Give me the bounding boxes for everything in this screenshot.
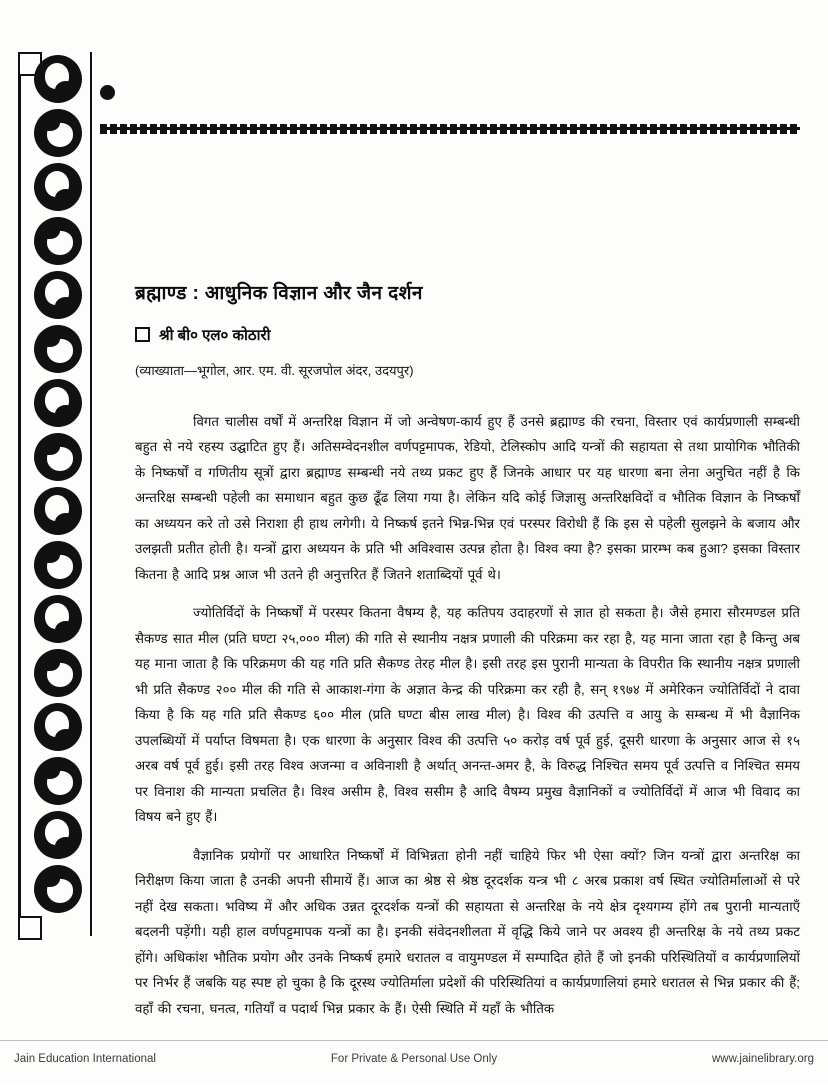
body-paragraph: वैज्ञानिक प्रयोगों पर आधारित निष्कर्षों में विभिन्नता होनी नहीं चाहिये फिर भी ऐसा क्यों? जिन यन्त्रों द्वारा अन्तरिक्ष का निरीक्षण किया जाता है उनकी अपनी सीमायें हैं। आज का श्रेष्ठ से श्रेष्ठ दूरदर्शक यन्त्र भी ८ अरब प्रकाश वर्ष स्थित ज्योतिर्मालाओं से परे नहीं देख सकता। भविष्य में और अधिक उन्नत दूरदर्शक यन्त्रों की सहायता से अन्तरिक्ष के नये क्षेत्र दृश्यगम्य होंगे तब पुरानी मान्यताएँ बदलनी पड़ेंगी। यही हाल वर्णपट्टमापक यन्त्रों का है। इनकी संवेदनशीलता में वृद्धि किये जाने पर अवश्य ही अन्तरिक्ष के नये तथ्य प्रकट होंगे। अधिकांश भौतिक प्रयोग और उनके निष्कर्ष हमारे धरातल व वायुमण्डल में सम्पादित होते हैं जो इनकी परिस्थितियों व कार्यप्रणालियों पर निर्भर हैं जबकि यह स्पष्ट हो चुका है कि दूरस्थ ज्योतिर्माला प्रदेशों की परिस्थितियां व कार्यप्रणालियां हमारे धरातल से भिन्न प्रकार की हैं; वहाँ की रचना, घनत्व, गतियाँ व पदार्थ भिन्न प्रकार के हैं। ऐसी स्थिति में यहाँ के भौतिक xyxy=(135,847,800,1016)
footer-website: www.jainelibrary.org xyxy=(711,1053,814,1065)
ornament-motif xyxy=(31,862,85,916)
ornament-motif xyxy=(31,322,85,376)
footer-organization: Jain Education International xyxy=(14,1053,156,1065)
author-line xyxy=(135,325,800,345)
ornament-motif xyxy=(31,538,85,592)
left-margin-rule xyxy=(18,52,21,936)
ornament-motif xyxy=(31,160,85,214)
ornament-motif xyxy=(31,754,85,808)
ornament-motif xyxy=(31,484,85,538)
ornament-motif xyxy=(31,214,85,268)
bead-dot xyxy=(100,85,115,100)
article-body xyxy=(135,282,800,1034)
body-paragraph: विगत चालीस वर्षों में अन्तरिक्ष विज्ञान में जो अन्वेषण-कार्य हुए हैं उनसे ब्रह्माण्ड की रचना, विस्तार एवं कार्यप्रणाली सम्बन्धी बहुत से नये रहस्य उद्घाटित हुए हैं। अतिसम्वेदनशील वर्णपट्टमापक, रेडियो, टेलिस्कोप आदि यन्त्रों की सहायता से तथा प्रायोगिक भौतिकी के निष्कर्षों व गणितीय सूत्रों द्वारा ब्रह्माण्ड सम्बन्धी नये तथ्य प्रकट हुए हैं जिनके आधार पर यह धारणा बना लेना अनुचित नहीं है कि अन्तरिक्ष सम्बन्धी पहेली का समाधान बहुत कुछ ढूँढ लिया गया है। लेकिन यदि कोई जिज्ञासु अन्तरिक्षविदों व भौतिक विज्ञान के निष्कर्षों का अध्ययन करे तो उसे निराशा ही हाथ लगेगी। ये निष्कर्ष इतने भिन्न-भिन्न एवं परस्पर विरोधी हैं कि इस से पहेली सुलझने के बजाय और उलझती प्रतीत होती है। यन्त्रों द्वारा अध्ययन के प्रति भी अविश्वास उत्पन्न होता है। विश्व क्या है? इसका प्रारम्भ कब हुआ? इसका विस्तार कितना है आदि प्रश्न आज भी उतने ही अनुत्तरित हैं जितने शताब्दियों पूर्व थे। xyxy=(135,413,800,582)
ornament-motif xyxy=(31,700,85,754)
ornament-motif xyxy=(31,808,85,862)
page-footer xyxy=(0,1040,828,1087)
left-inner-rule xyxy=(90,52,92,936)
ornament-motif xyxy=(31,376,85,430)
ornamental-border xyxy=(30,52,86,932)
author-affiliation: (व्याख्याता—भूगोल, आर. एम. वी. सूरजपोल अंदर, उदयपुर) xyxy=(135,362,414,378)
ornament-motif xyxy=(31,430,85,484)
square-bullet-icon xyxy=(135,327,150,342)
footer-usage-notice: For Private & Personal Use Only xyxy=(330,1053,498,1065)
ornament-motif xyxy=(31,646,85,700)
author-name: श्री बी० एल० कोठारी xyxy=(159,326,271,344)
ornament-motif xyxy=(31,592,85,646)
ornament-motif xyxy=(31,106,85,160)
ornament-motif xyxy=(31,268,85,322)
bead-rule xyxy=(100,124,800,134)
ornament-motif xyxy=(31,52,85,106)
page-title: ब्रह्माण्ड : आधुनिक विज्ञान और जैन दर्शन xyxy=(135,283,423,304)
body-paragraph: ज्योतिर्विदों के निष्कर्षों में परस्पर कितना वैषम्य है, यह कतिपय उदाहरणों से ज्ञात हो सकता है। जैसे हमारा सौरमण्डल प्रति सैकण्ड सात मील (प्रति घण्टा २५,००० मील) की गति से स्थानीय नक्षत्र प्रणाली की परिक्रमा कर रहा है, यह माना जाता रहा है किन्तु अब यह माना जाता है कि परिक्रमण की यह गति प्रति सैकण्ड तेरह मील है। इसी तरह इस पुरानी मान्यता के विपरीत कि स्थानीय नक्षत्र प्रणाली भी प्रति सैकण्ड २०० मील की गति से आकाश-गंगा के अज्ञात केन्द्र की परिक्रमा कर रही है, सन् १९७४ में अमेरिकन ज्योतिर्विदों ने दावा किया है कि यह गति प्रति सैकण्ड ६०० मील (प्रति घण्टा बीस लाख मील) है। विश्व की उत्पत्ति व आयु के सम्बन्ध में भी वैज्ञानिक उपलब्धियों में पर्याप्त विषमता है। एक धारणा के अनुसार विश्व की उत्पत्ति ५० करोड़ वर्ष पूर्व हुई, दूसरी धारणा के अनुसार आज से १५ अरब वर्ष पूर्व हुई। इसी तरह विश्व अजन्मा व अविनाशी है अर्थात् अनन्त-अमर है, के विरुद्ध निश्चित समय पूर्व उत्पत्ति व निश्चित समय पर विनाश की मान्यता प्रचलित है। विश्व असीम है, विश्व ससीम है आदि वैषम्य प्रमुख वैज्ञानिकों व ज्योतिर्विदों में आज भी विवाद का विषय बने हुए हैं। xyxy=(135,605,800,825)
